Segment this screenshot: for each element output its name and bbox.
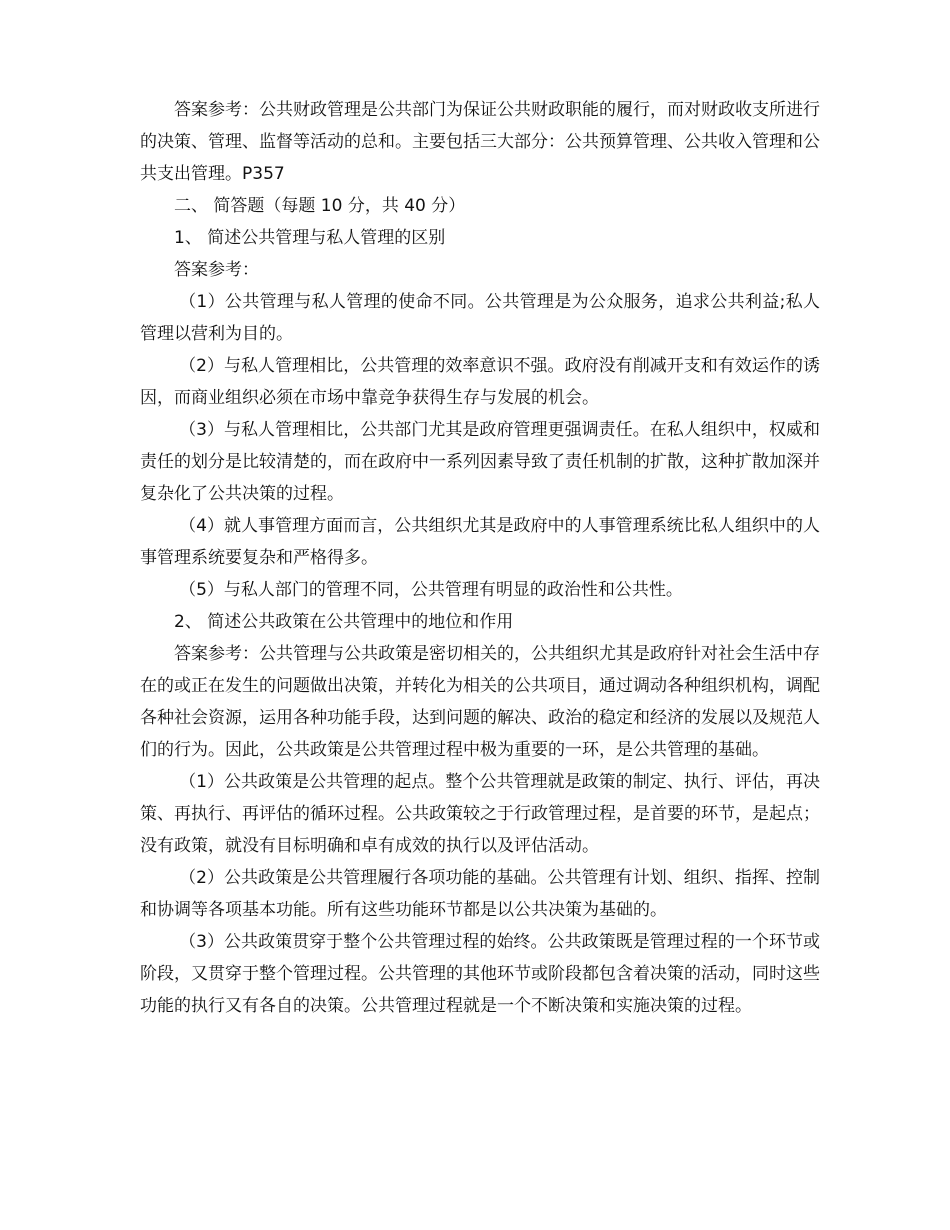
answer-item: （2）公共政策是公共管理履行各项功能的基础。公共管理有计划、组织、指挥、控制和协调等各项基本功能。所有这些功能环节都是以公共决策为基础的。 xyxy=(140,868,820,920)
answer-item: （1）公共管理与私人管理的使命不同。公共管理是为公众服务，追求公共利益;私人管理以营利为目的。 xyxy=(140,292,820,344)
answer-label: 答案参考： xyxy=(174,260,259,280)
document-body xyxy=(140,94,820,1022)
answer-item: （1）公共政策是公共管理的起点。整个公共管理就是政策的制定、执行、评估，再决策、再执行、再评估的循环过程。公共政策较之于行政管理过程，是首要的环节，是起点；没有政策，就没有目标明确和卓有成效的执行以及评估活动。 xyxy=(140,772,820,856)
answer-item: （2）与私人管理相比，公共管理的效率意识不强。政府没有削减开支和有效运作的诱因，而商业组织必须在市场中靠竞争获得生存与发展的机会。 xyxy=(140,356,820,408)
question-title: 2、 简述公共政策在公共管理中的地位和作用 xyxy=(174,612,514,632)
answer-item: （3）与私人管理相比，公共部门尤其是政府管理更强调责任。在私人组织中，权威和责任的划分是比较清楚的，而在政府中一系列因素导致了责任机制的扩散，这种扩散加深并复杂化了公共决策的过程。 xyxy=(140,420,820,504)
answer-item: （3）公共政策贯穿于整个公共管理过程的始终。公共政策既是管理过程的一个环节或阶段，又贯穿于整个管理过程。公共管理的其他环节或阶段都包含着决策的活动，同时这些功能的执行又有各自的决策。公共管理过程就是一个不断决策和实施决策的过程。 xyxy=(140,932,820,1016)
section-heading: 二、 简答题（每题 10 分，共 40 分） xyxy=(174,196,466,216)
answer-paragraph: 答案参考：公共财政管理是公共部门为保证公共财政职能的履行，而对财政收支所进行的决策、管理、监督等活动的总和。主要包括三大部分：公共预算管理、公共收入管理和公共支出管理。P357 xyxy=(140,100,820,184)
answer-item: （4）就人事管理方面而言，公共组织尤其是政府中的人事管理系统比私人组织中的人事管理系统要复杂和严格得多。 xyxy=(140,516,820,568)
answer-paragraph: 答案参考：公共管理与公共政策是密切相关的，公共组织尤其是政府针对社会生活中存在的或正在发生的问题做出决策，并转化为相关的公共项目，通过调动各种组织机构，调配各种社会资源，运用各种功能手段，达到问题的解决、政治的稳定和经济的发展以及规范人们的行为。因此，公共政策是公共管理过程中极为重要的一环，是公共管理的基础。 xyxy=(140,644,820,760)
question-title: 1、 简述公共管理与私人管理的区别 xyxy=(174,228,446,248)
answer-item: （5）与私人部门的管理不同，公共管理有明显的政治性和公共性。 xyxy=(179,580,683,600)
